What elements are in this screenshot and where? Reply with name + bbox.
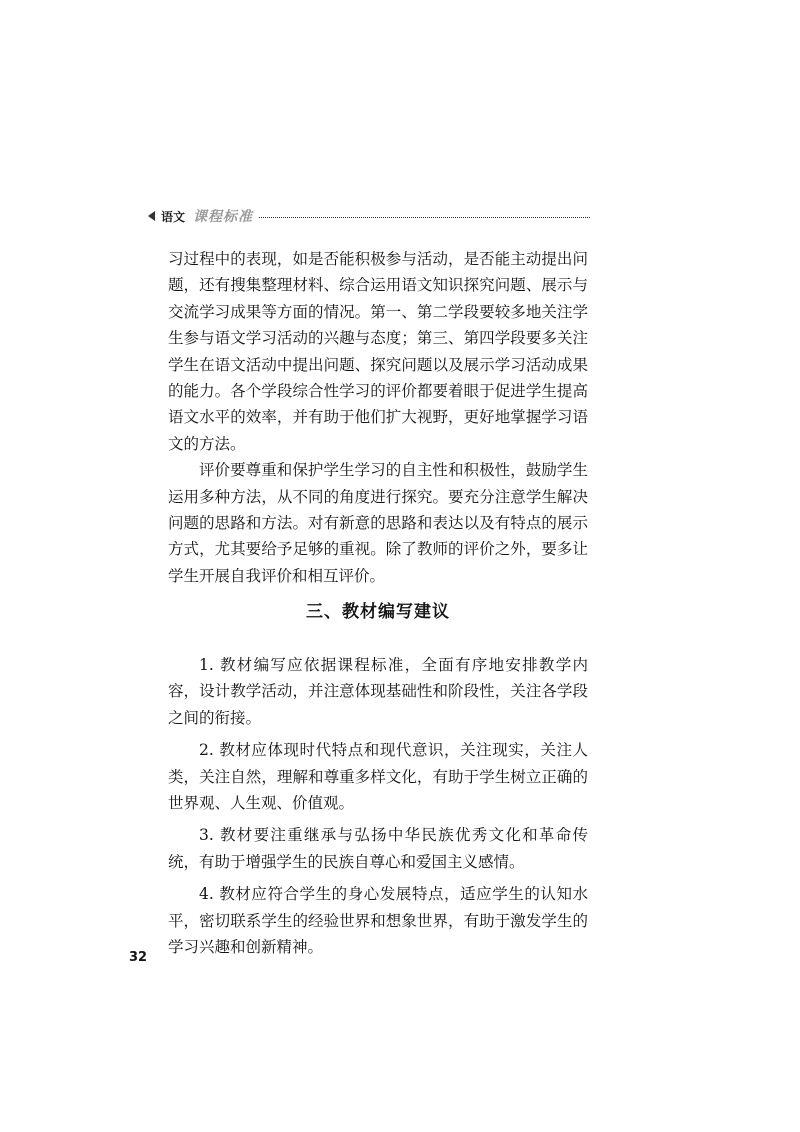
section-heading: 三、教材编写建议 bbox=[306, 602, 450, 622]
header-subject: 语文 bbox=[161, 209, 186, 224]
header-title: 课程标准 bbox=[193, 209, 254, 225]
paragraph-continued: 习过程中的表现，如是否能积极参与活动，是否能主动提出问题，还有搜集整理材料、综合运用语文知识探究问题、展示与交流学习成果等方面的情况。第一、第二学段要较多地关注学生参与语文学习活动的兴趣与态度；第三、第四学段要多关注学生在语文活动中提出问题、探究问题以及展示学习活动成果的能力。各个学段综合性学习的评价都要着眼于促进学生提高语文水平的效率，并有助于他们扩大视野，更好地掌握学习语文的方法。 bbox=[168, 250, 588, 453]
left-triangle-icon bbox=[148, 211, 155, 221]
running-header bbox=[148, 206, 590, 226]
body-text bbox=[168, 246, 588, 589]
list-item: 3. 教材要注重继承与弘扬中华民族优秀文化和革命传统，有助于增强学生的民族自尊心和爱国主义感情。 bbox=[168, 826, 588, 871]
list-item: 4. 教材应符合学生的身心发展特点，适应学生的认知水平，密切联系学生的经验世界和想象世界，有助于激发学生的学习兴趣和创新精神。 bbox=[168, 885, 588, 957]
list-item: 2. 教材应体现时代特点和现代意识，关注现实，关注人类，关注自然，理解和尊重多样文化，有助于学生树立正确的世界观、人生观、价值观。 bbox=[168, 741, 588, 813]
recommendation-list bbox=[168, 652, 588, 960]
page-number: 32 bbox=[129, 950, 148, 965]
list-item: 1. 教材编写应依据课程标准，全面有序地安排教学内容，设计教学活动，并注意体现基础性和阶段性，关注各学段之间的衔接。 bbox=[168, 656, 588, 727]
paragraph: 评价要尊重和保护学生学习的自主性和积极性，鼓励学生运用多种方法，从不同的角度进行探究。要充分注意学生解决问题的思路和方法。对有新意的思路和表达以及有特点的展示方式，尤其要给予足够的重视。除了教师的评价之外，要多让学生开展自我评价和相互评价。 bbox=[168, 461, 588, 585]
header-dotted-rule bbox=[259, 217, 590, 218]
